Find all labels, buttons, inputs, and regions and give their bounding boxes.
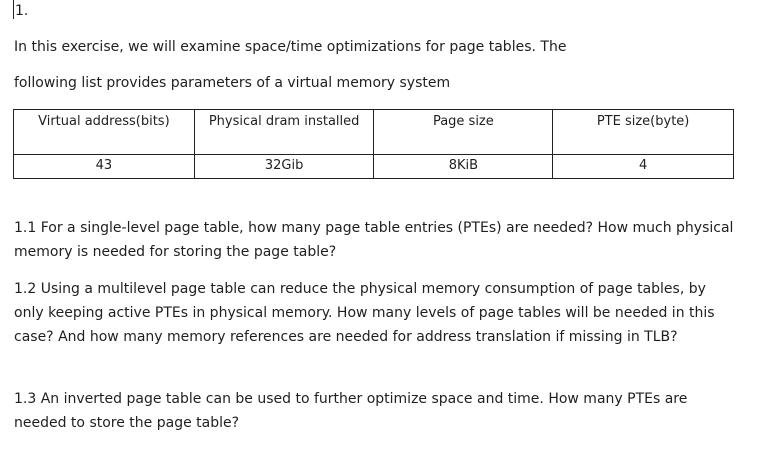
question-1-1: 1.1 For a single-level page table, how many page table entries (PTEs) are needed? How much physical memory is needed for storing the page table? [14,220,734,260]
value-physical-dram: 32Gib [194,155,374,179]
parameters-table [13,109,734,179]
value-pte-size: 4 [553,155,734,179]
exercise-number: 1. [15,3,29,19]
value-virtual-address: 43 [14,155,195,179]
value-page-size: 8KiB [374,155,553,179]
header-virtual-address: Virtual address(bits) [14,110,195,155]
intro-line-2: following list provides parameters of a virtual memory system [14,75,451,91]
header-physical-dram: Physical dram installed [194,110,374,155]
header-page-size: Page size [374,110,553,155]
text-cursor [13,0,14,19]
question-1-3: 1.3 An inverted page table can be used to further optimize space and time. How many PTEs are needed to store the page table? [14,391,688,431]
header-pte-size: PTE size(byte) [553,110,734,155]
question-1-2: 1.2 Using a multilevel page table can reduce the physical memory consumption of page tables, by only keeping active PTEs in physical memory. How many levels of page tables will be needed in this case? And how many memory references are needed for address translation if missing in TLB? [14,281,715,345]
intro-line-1: In this exercise, we will examine space/time optimizations for page tables. The [14,39,567,55]
table-header-row [14,110,734,155]
table-row [14,155,734,179]
